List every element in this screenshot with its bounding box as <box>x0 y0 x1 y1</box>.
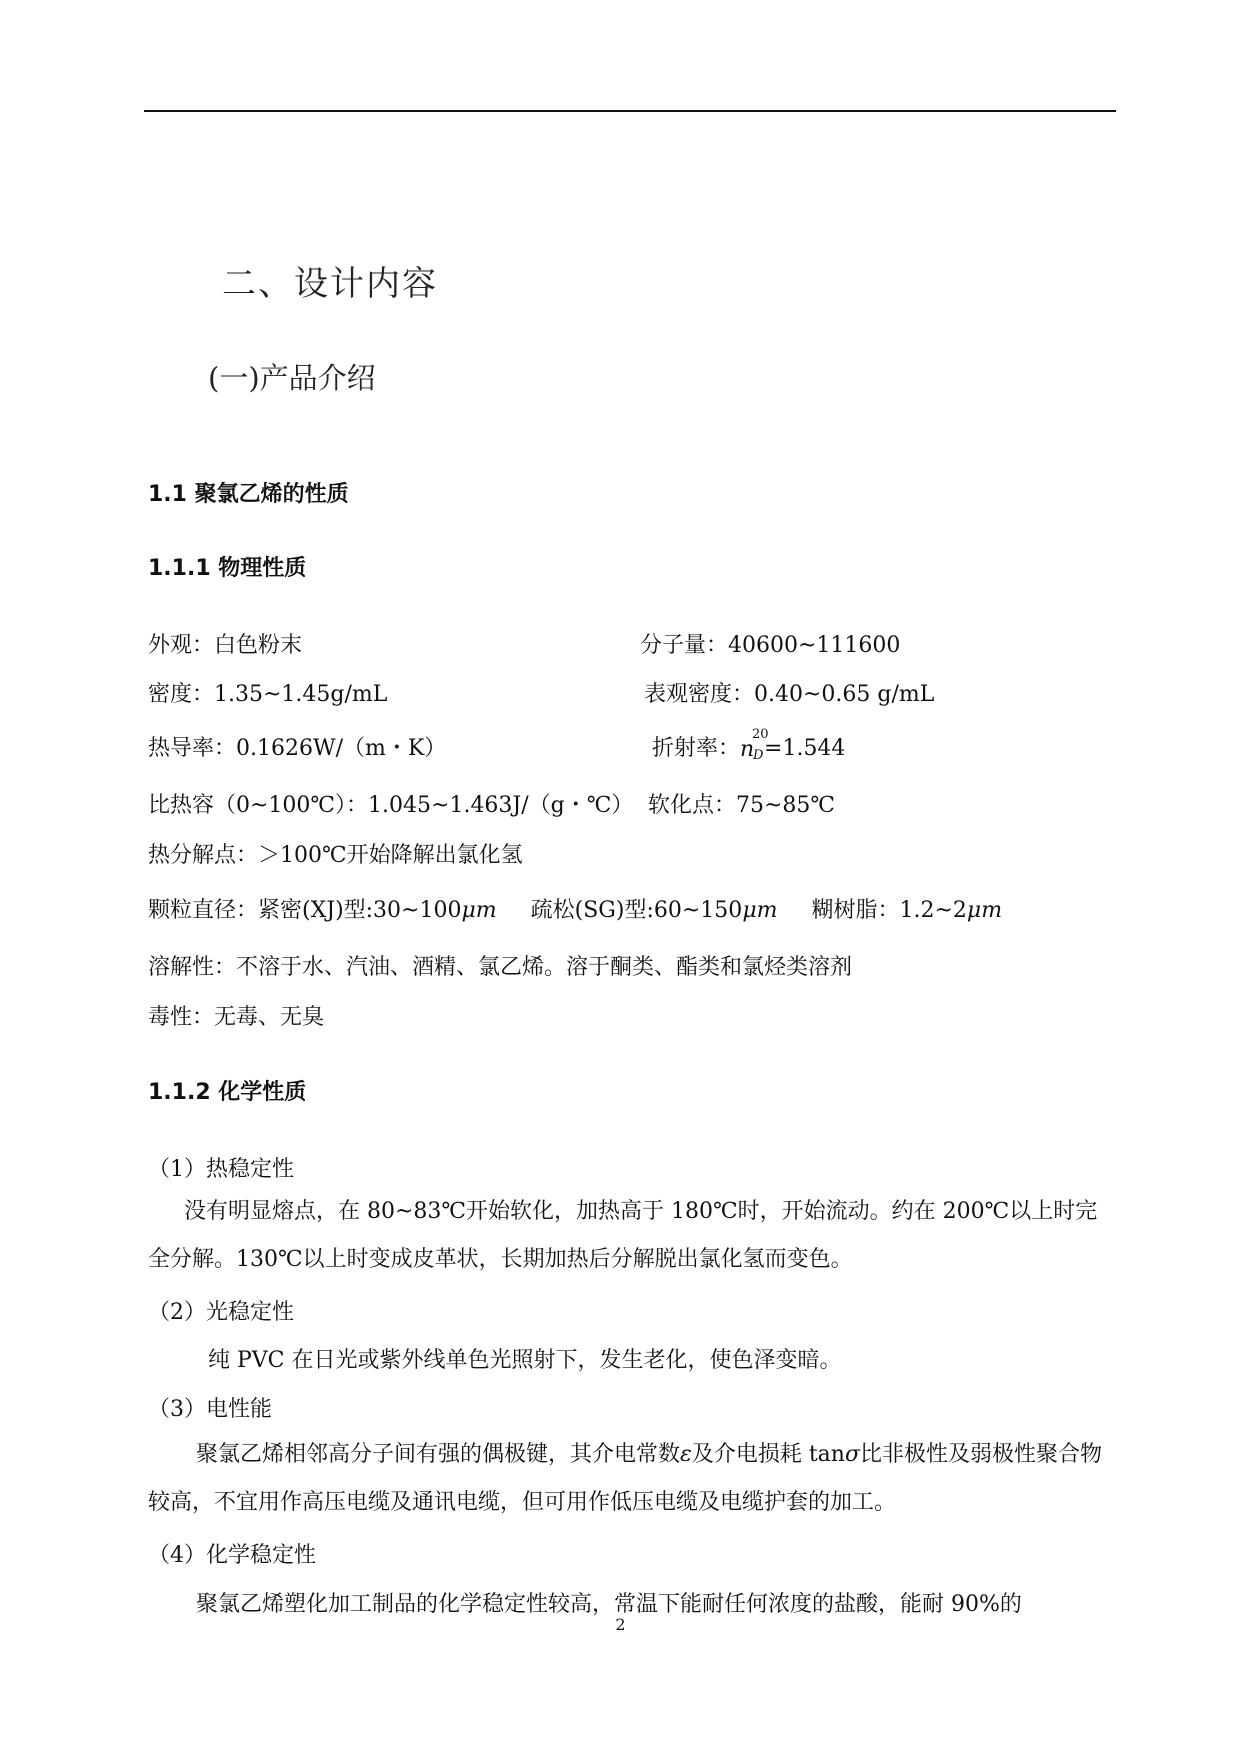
subsection-heading: 1.1 聚氯乙烯的性质 <box>148 482 349 507</box>
refractive-sub: D <box>753 748 764 763</box>
appearance-text: 外观：白色粉末 <box>148 633 303 658</box>
particle-loose: 疏松(SG)型:60~150 <box>530 898 743 923</box>
refractive-label: 折射率： <box>652 736 741 761</box>
sigma-symbol: σ <box>844 1442 860 1467</box>
toxicity-text: 毒性：无毒、无臭 <box>148 1005 325 1030</box>
unit-um-c: μm <box>966 898 1003 923</box>
refractive-n: n <box>740 737 755 762</box>
particle-paste: 糊树脂：1.2~2 <box>811 898 967 923</box>
density-text: 密度：1.35~1.45g/mL <box>148 682 388 707</box>
section-heading: (一)产品介绍 <box>208 361 376 395</box>
unit-um-a: μm <box>461 898 497 923</box>
unit-um-b: μm <box>742 898 778 923</box>
apparent-density-text: 表观密度：0.40~0.65 g/mL <box>644 682 935 707</box>
chapter-heading: 二、设计内容 <box>222 264 438 304</box>
electrical-title: （3）电性能 <box>148 1397 272 1422</box>
electrical-text-b: 及介电损耗 tan <box>691 1442 845 1467</box>
chemical-properties-heading: 1.1.2 化学性质 <box>148 1080 307 1105</box>
light-stability-title: （2）光稳定性 <box>148 1300 294 1325</box>
decomposition-text: 热分解点：＞100℃开始降解出氯化氢 <box>148 843 523 868</box>
particle-size-line <box>148 893 1002 924</box>
chemical-stability-title: （4）化学稳定性 <box>148 1543 316 1568</box>
thermal-conductivity-text: 热导率：0.1626W/（m・K） <box>148 736 447 761</box>
chemical-stability-text: 聚氯乙烯塑化加工制品的化学稳定性较高，常温下能耐任何浓度的盐酸，能耐 90%的 <box>196 1592 1022 1617</box>
light-stability-text: 纯 PVC 在日光或紫外线单色光照射下，发生老化，使色泽变暗。 <box>208 1348 842 1373</box>
refractive-index <box>652 727 846 763</box>
particle-compact: 颗粒直径：紧密(XJ)型:30~100 <box>148 898 462 923</box>
solubility-text: 溶解性：不溶于水、汽油、酒精、氯乙烯。溶于酮类、酯类和氯烃类溶剂 <box>148 955 853 980</box>
refractive-value: =1.544 <box>764 736 846 761</box>
thermal-stability-title: （1）热稳定性 <box>148 1157 294 1182</box>
electrical-text <box>148 1431 1116 1527</box>
molecular-weight-text: 分子量：40600~111600 <box>640 633 901 658</box>
specific-heat-text: 比热容（0~100℃）：1.045~1.463J/（g・℃） <box>148 793 634 818</box>
epsilon-symbol: ε <box>680 1442 692 1467</box>
physical-properties-heading: 1.1.1 物理性质 <box>148 556 307 581</box>
refractive-symbol <box>740 727 769 763</box>
electrical-text-a: 聚氯乙烯相邻高分子间有强的偶极键，其介电常数 <box>196 1442 681 1467</box>
softening-point-text: 软化点：75~85℃ <box>648 793 836 818</box>
page-number: 2 <box>615 1615 626 1634</box>
thermal-stability-text: 没有明显熔点，在 80~83℃开始软化，加热高于 180℃时，开始流动。约在 200℃以上时完全分解。130℃以上时变成皮革状，长期加热后分解脱出氯化氢而变色。 <box>148 1199 1098 1272</box>
electrical-text-c: 比非极性及弱极性聚合物较高，不宜用作高压电缆及通讯电缆，但可用作低压电缆及电缆护套的加工。 <box>148 1442 1102 1515</box>
header-rule <box>144 110 1116 112</box>
refractive-sup: 20 <box>752 727 769 742</box>
